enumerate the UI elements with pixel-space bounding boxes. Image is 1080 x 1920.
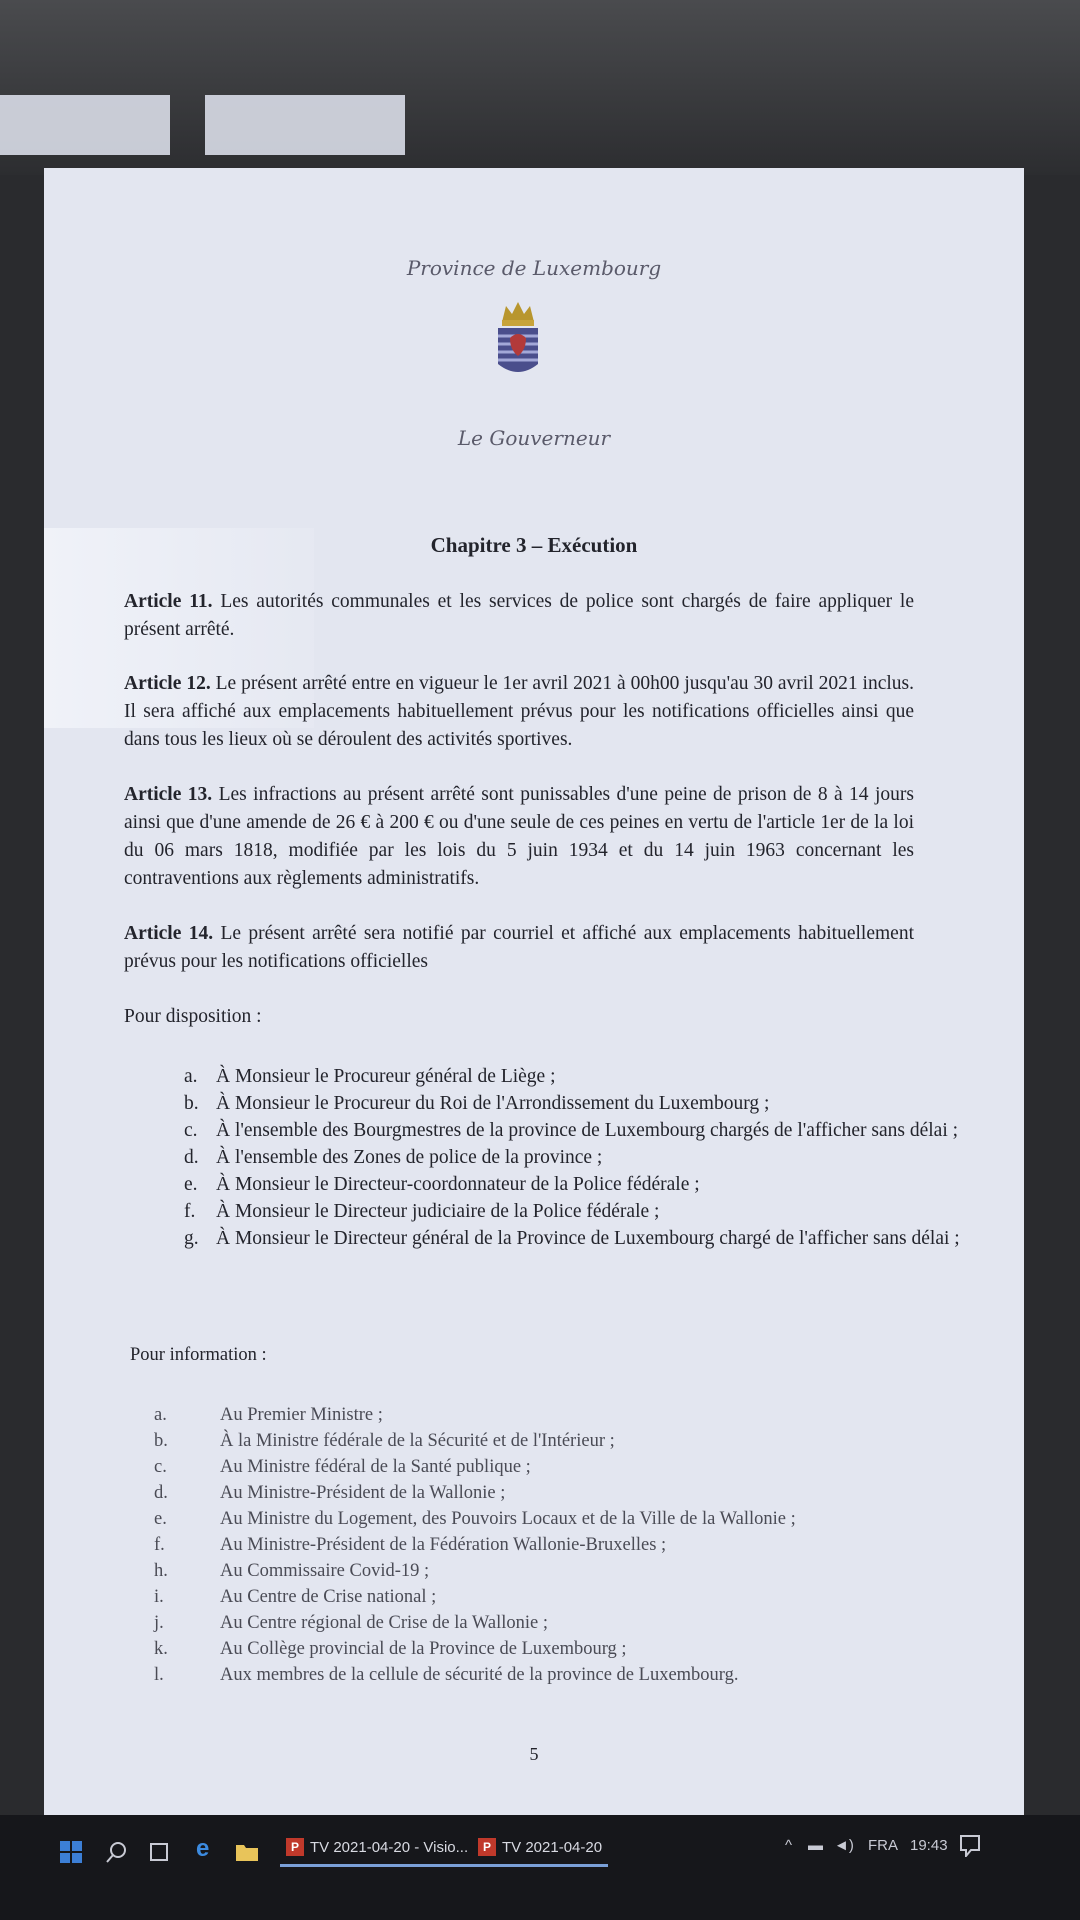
list-item: d. À l'ensemble des Zones de police de la province ;	[184, 1147, 603, 1168]
disposition-heading: Pour disposition :	[124, 1006, 262, 1027]
list-item: b. À la Ministre fédérale de la Sécurité et de l'Intérieur ;	[154, 1431, 615, 1451]
list-item: g. À Monsieur le Directeur général de la Province de Luxembourg chargé de l'afficher sans délai ;	[184, 1228, 960, 1249]
powerpoint-icon: P	[286, 1838, 304, 1856]
article-text: Le présent arrêté entre en vigueur le 1er avril 2021 à 00h00 jusqu'au 30 avril 2021 inclus. Il sera affiché aux emplacements habituellement prévus pour les notifications officielles ainsi que dans tous les lieux où se déroulent des activités sportives.	[124, 673, 914, 750]
tray-chevron-icon[interactable]: ^	[785, 1837, 793, 1854]
reflection	[0, 95, 170, 155]
list-item: e. À Monsieur le Directeur-coordonnateur de la Police fédérale ;	[184, 1174, 700, 1195]
page-number: 5	[529, 1744, 539, 1764]
article-13	[124, 781, 914, 893]
chapter-title: Chapitre 3 – Exécution	[430, 533, 638, 557]
list-item: b. À Monsieur le Procureur du Roi de l'Arrondissement du Luxembourg ;	[184, 1093, 770, 1114]
taskbar	[0, 1815, 1080, 1920]
taskbar-app-visio[interactable]	[280, 1829, 474, 1865]
article-text: Les infractions au présent arrêté sont punissables d'une peine de prison de 8 à 14 jours ainsi que d'une amende de 26 € à 200 € ou d'une seule de ces peines en vertu de l'article 1er de la loi du 06 mars 1818, modifiée par les lois du 5 juin 1934 et du 14 juin 1963 concernant les contraventions aux règlements administratifs.	[124, 784, 914, 889]
notifications-icon[interactable]	[960, 1835, 980, 1857]
information-list	[154, 1402, 954, 1688]
taskbar-app-label: TV 2021-04-20 - Visio...	[310, 1838, 469, 1856]
article-11	[124, 588, 914, 644]
list-item: e. Au Ministre du Logement, des Pouvoirs Locaux et de la Ville de la Wallonie ;	[154, 1509, 796, 1529]
list-item: k. Au Collège provincial de la Province de Luxembourg ;	[154, 1639, 627, 1659]
list-item: d. Au Ministre-Président de la Wallonie ;	[154, 1483, 506, 1503]
list-item: l. Aux membres de la cellule de sécurité de la province de Luxembourg.	[154, 1665, 739, 1685]
document-page	[44, 168, 1024, 1818]
article-label: Article 14.	[124, 923, 214, 944]
article-label: Article 13.	[124, 784, 213, 805]
list-item: c. Au Ministre fédéral de la Santé publique ;	[154, 1457, 531, 1477]
reflection	[205, 95, 405, 155]
article-text: Les autorités communales et les services de police sont chargés de faire appliquer le présent arrêté.	[124, 591, 914, 640]
list-item: h. Au Commissaire Covid-19 ;	[154, 1561, 430, 1581]
windows-start-icon[interactable]	[60, 1841, 82, 1863]
coat-of-arms-icon	[496, 298, 540, 380]
search-icon[interactable]	[106, 1841, 128, 1863]
information-heading: Pour information :	[130, 1345, 267, 1365]
volume-icon[interactable]: ◄)	[834, 1837, 854, 1854]
language-indicator[interactable]: FRA	[868, 1837, 898, 1854]
list-item: a. À Monsieur le Procureur général de Liège ;	[184, 1066, 556, 1087]
article-label: Article 12.	[124, 673, 211, 694]
clock[interactable]: 19:43	[910, 1837, 948, 1854]
list-item: i. Au Centre de Crise national ;	[154, 1587, 437, 1607]
folder-icon[interactable]	[236, 1843, 258, 1861]
list-item: a. Au Premier Ministre ;	[154, 1405, 383, 1425]
powerpoint-icon: P	[478, 1838, 496, 1856]
taskbar-app-presentation[interactable]	[472, 1829, 608, 1865]
article-text: Le présent arrêté sera notifié par courriel et affiché aux emplacements habituellement prévus pour les notifications officielles	[124, 923, 914, 972]
network-icon[interactable]: ▬	[808, 1837, 823, 1854]
list-item: j. Au Centre régional de Crise de la Wallonie ;	[154, 1613, 548, 1633]
list-item: f. Au Ministre-Président de la Fédération Wallonie-Bruxelles ;	[154, 1535, 667, 1555]
article-label: Article 11.	[124, 591, 213, 612]
article-14	[124, 920, 914, 976]
taskbar-app-label: TV 2021-04-20	[502, 1838, 603, 1856]
article-12	[124, 670, 914, 754]
letterhead-office: Le Gouverneur	[457, 426, 611, 450]
edge-icon[interactable]: e	[196, 1835, 210, 1862]
list-item: f. À Monsieur le Directeur judiciaire de la Police fédérale ;	[184, 1201, 660, 1222]
task-view-icon[interactable]	[148, 1841, 170, 1863]
list-item: c. À l'ensemble des Bourgmestres de la province de Luxembourg chargés de l'afficher sans délai ;	[184, 1120, 959, 1141]
letterhead-province: Province de Luxembourg	[406, 256, 662, 280]
disposition-list	[184, 1063, 974, 1252]
